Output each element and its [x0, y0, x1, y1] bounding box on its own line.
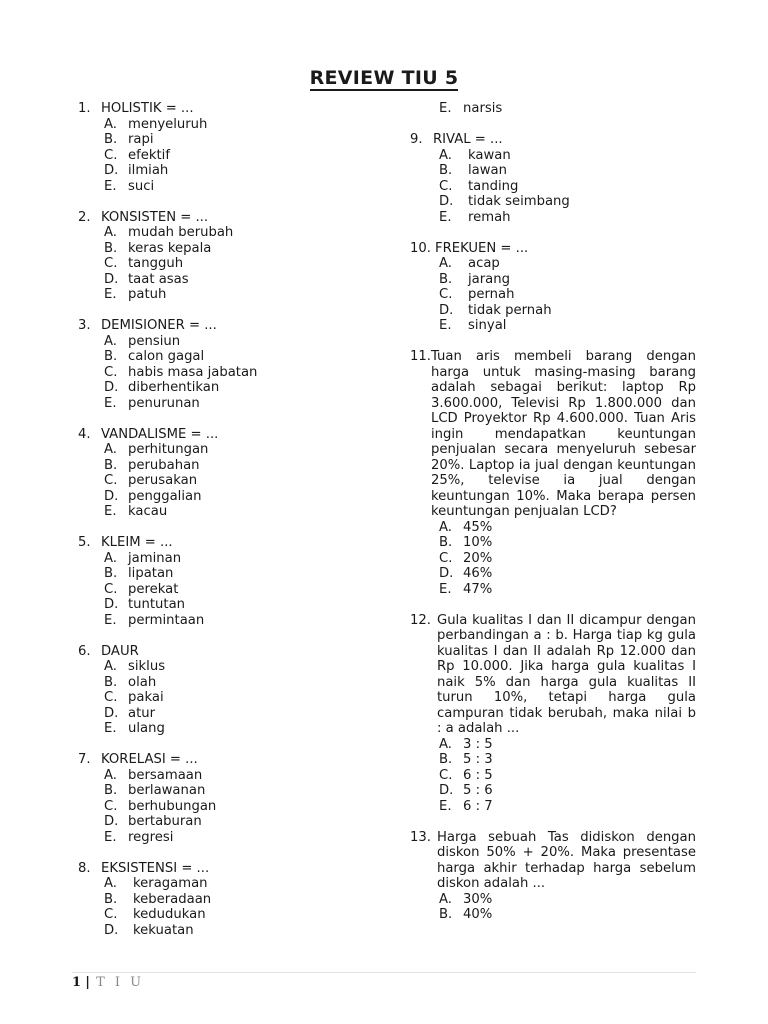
option-item	[78, 830, 378, 846]
option-letter: B.	[439, 535, 453, 550]
title-text: REVIEW TIU 5	[309, 67, 459, 89]
option-item	[78, 272, 378, 288]
question-10	[410, 241, 696, 334]
question-stem	[78, 644, 378, 660]
option-letter: E.	[104, 721, 117, 736]
option-item	[410, 163, 696, 179]
option-letter: D.	[104, 271, 119, 287]
option-item	[410, 520, 696, 536]
option-item	[78, 876, 378, 892]
option-text: jaminan	[128, 550, 182, 566]
question-stem	[410, 132, 696, 148]
question-8-continued	[410, 101, 696, 117]
question-text: VANDALISME = ...	[101, 426, 219, 442]
option-text: tidak seimbang	[468, 194, 570, 209]
option-text: 3 : 5	[463, 736, 493, 752]
question-number: 12.	[410, 612, 431, 628]
option-letter: C.	[104, 798, 118, 814]
option-text: tangguh	[128, 256, 184, 271]
option-letter: B.	[439, 752, 453, 767]
option-letter: A.	[104, 116, 117, 132]
option-letter: C.	[104, 473, 118, 488]
option-item	[410, 551, 696, 567]
option-letter: A.	[104, 550, 117, 566]
option-text: berlawanan	[128, 783, 206, 798]
option-item	[78, 690, 378, 706]
page-number: 1	[72, 975, 82, 990]
option-text: 45%	[463, 519, 493, 535]
option-text: 20%	[463, 550, 493, 566]
option-item	[410, 799, 696, 815]
option-text: keberadaan	[133, 891, 212, 907]
option-letter: A.	[439, 736, 452, 752]
option-item	[78, 365, 378, 381]
question-number: 5.	[78, 535, 91, 550]
question-number: 1.	[78, 101, 91, 116]
option-item	[78, 659, 378, 675]
option-letter: A.	[439, 891, 452, 907]
question-text: DAUR	[101, 643, 139, 659]
question-text: Tuan aris membeli barang dengan harga untuk masing-masing barang adalah sebagai berikut: laptop Rp 3.600.000, Televisi Rp 1.800.000 dan LCD Proyektor Rp 4.600.000. Tuan Aris ingin mendapatkan keuntungan penjualan secara menyeluruh sebesar 20%. Laptop ia jual dengan keuntungan 25%, televise ia jual dengan keuntungan 10%. Maka berapa persen keuntungan penjualan LCD?	[430, 349, 696, 519]
option-letter: B.	[104, 891, 118, 907]
option-letter: B.	[104, 674, 118, 690]
option-letter: C.	[104, 690, 118, 705]
option-item	[78, 923, 378, 939]
option-item	[410, 287, 696, 303]
option-text: olah	[128, 674, 157, 690]
options-list	[410, 737, 696, 815]
option-item	[78, 613, 378, 629]
footer-divider	[72, 972, 696, 973]
left-column	[78, 101, 378, 954]
question-text: KORELASI = ...	[101, 752, 198, 767]
option-letter: E.	[439, 209, 452, 225]
option-letter: D.	[439, 566, 454, 581]
option-text: kedudukan	[133, 907, 206, 922]
option-text: 6 : 7	[463, 798, 493, 814]
option-item	[410, 768, 696, 784]
option-item	[78, 287, 378, 303]
option-text: 46%	[463, 566, 493, 581]
option-item	[78, 721, 378, 737]
option-letter: C.	[104, 256, 118, 271]
option-letter: B.	[104, 240, 118, 256]
option-letter: A.	[104, 225, 117, 240]
option-item	[78, 597, 378, 613]
option-item	[78, 442, 378, 458]
option-text: kawan	[468, 147, 511, 163]
option-letter: E.	[439, 318, 452, 333]
option-item	[410, 892, 696, 908]
option-text: bersamaan	[128, 767, 203, 783]
option-text: habis masa jabatan	[128, 364, 258, 380]
option-text: lipatan	[128, 566, 174, 581]
options-list	[410, 256, 696, 334]
footer-label: T I U	[96, 975, 145, 990]
option-text: perusakan	[128, 473, 198, 488]
option-item	[78, 489, 378, 505]
question-stem	[78, 752, 378, 768]
option-item	[78, 163, 378, 179]
option-letter: E.	[439, 581, 452, 597]
right-column	[410, 101, 696, 938]
option-item	[410, 783, 696, 799]
option-text: narsis	[463, 101, 503, 116]
option-item	[78, 225, 378, 241]
question-7	[78, 752, 378, 845]
option-letter: A.	[439, 147, 452, 163]
question-5	[78, 535, 378, 628]
option-item	[410, 907, 696, 923]
options-list	[78, 117, 378, 195]
question-stem	[410, 830, 696, 892]
options-list	[410, 148, 696, 226]
option-letter: B.	[439, 271, 453, 287]
question-number: 4.	[78, 426, 91, 442]
option-text: bertaburan	[128, 814, 202, 829]
option-letter: C.	[104, 581, 118, 597]
option-text: pernah	[468, 287, 515, 302]
question-number: 9.	[410, 132, 423, 147]
options-list	[78, 334, 378, 412]
option-letter: E.	[439, 101, 452, 116]
options-list	[78, 551, 378, 629]
page-footer	[72, 975, 144, 990]
question-stem	[78, 861, 378, 877]
question-9	[410, 132, 696, 225]
question-number: 10.	[410, 240, 431, 256]
option-letter: C.	[104, 364, 118, 380]
option-item	[78, 582, 378, 598]
option-item	[78, 504, 378, 520]
option-letter: A.	[439, 256, 452, 271]
option-item	[410, 148, 696, 164]
option-text: tanding	[468, 178, 519, 194]
option-text: menyeluruh	[128, 116, 208, 132]
option-item	[410, 318, 696, 334]
option-letter: B.	[104, 349, 118, 364]
option-item	[78, 256, 378, 272]
option-item	[410, 179, 696, 195]
option-text: 40%	[463, 907, 493, 922]
option-text: kacau	[128, 504, 168, 519]
option-item	[410, 566, 696, 582]
option-text: 30%	[463, 891, 493, 907]
question-number: 6.	[78, 643, 91, 659]
option-letter: A.	[104, 876, 117, 891]
option-text: tidak pernah	[468, 302, 552, 318]
question-text: Gula kualitas I dan II dicampur dengan perbandingan a : b. Harga tiap kg gula kualitas I dan II adalah Rp 12.000 dan Rp 10.000. Jika harga gula kualitas I naik 5% dan harga gula kualitas II turun 10%, tetapi harga gula campuran tidak berubah, maka nilai b : a adalah ...	[436, 612, 696, 736]
option-text: sinyal	[468, 318, 507, 333]
option-letter: C.	[439, 178, 453, 194]
option-letter: C.	[439, 767, 453, 783]
option-letter: C.	[439, 550, 453, 566]
option-letter: D.	[104, 922, 119, 938]
option-item	[410, 210, 696, 226]
option-letter: E.	[104, 287, 117, 302]
option-letter: C.	[439, 287, 453, 302]
question-11	[410, 349, 696, 597]
option-item	[78, 907, 378, 923]
option-item	[78, 814, 378, 830]
option-letter: D.	[104, 597, 119, 612]
option-item	[410, 535, 696, 551]
option-item	[78, 458, 378, 474]
question-text: FREKUEN = ...	[434, 240, 529, 256]
question-text: KONSISTEN = ...	[101, 209, 209, 225]
question-number: 3.	[78, 318, 91, 333]
option-item	[78, 706, 378, 722]
question-number: 2.	[78, 209, 91, 225]
option-text: berhubungan	[128, 798, 217, 814]
question-text: RIVAL = ...	[433, 132, 503, 147]
option-item	[410, 737, 696, 753]
option-letter: D.	[439, 783, 454, 798]
option-letter: E.	[439, 798, 452, 814]
option-letter: D.	[104, 380, 119, 395]
question-text: EKSISTENSI = ...	[101, 860, 210, 876]
option-letter: E.	[104, 395, 117, 411]
question-13	[410, 830, 696, 923]
option-text: pakai	[128, 690, 164, 705]
option-text: perubahan	[128, 457, 200, 473]
question-text: KLEIM = ...	[101, 535, 173, 550]
option-item	[78, 396, 378, 412]
option-text: ulang	[128, 721, 165, 736]
option-text: 47%	[463, 581, 493, 597]
question-2	[78, 210, 378, 303]
option-item	[78, 783, 378, 799]
option-text: 6 : 5	[463, 767, 493, 783]
option-letter: D.	[104, 163, 119, 178]
question-stem	[410, 613, 696, 737]
question-number: 13.	[410, 829, 431, 845]
option-text: perhitungan	[128, 442, 209, 457]
option-text: diberhentikan	[128, 380, 220, 395]
option-text: jarang	[468, 271, 510, 287]
option-text: keragaman	[133, 876, 208, 891]
option-text: pensiun	[128, 333, 181, 349]
option-letter: E.	[104, 612, 117, 628]
question-12	[410, 613, 696, 815]
option-letter: C.	[104, 147, 118, 163]
option-letter: E.	[104, 504, 117, 519]
option-text: siklus	[128, 659, 166, 674]
question-text: Harga sebuah Tas didiskon dengan diskon 50% + 20%. Maka presentase harga akhir terhadap harga sebelum diskon adalah ...	[436, 829, 696, 891]
option-text: remah	[468, 209, 511, 225]
option-item	[78, 349, 378, 365]
option-item	[410, 303, 696, 319]
option-text: patuh	[128, 287, 167, 302]
option-letter: D.	[104, 488, 119, 504]
option-letter: C.	[104, 907, 118, 922]
option-item	[78, 241, 378, 257]
option-letter: B.	[104, 783, 118, 798]
question-number: 8.	[78, 860, 91, 876]
option-text: penggalian	[128, 488, 202, 504]
options-list	[78, 659, 378, 737]
option-item	[78, 566, 378, 582]
option-item	[410, 101, 696, 117]
option-letter: D.	[104, 705, 119, 721]
option-text: kekuatan	[133, 922, 194, 938]
option-text: ilmiah	[128, 163, 169, 178]
option-text: penurunan	[128, 395, 200, 411]
option-item	[78, 799, 378, 815]
option-item	[78, 675, 378, 691]
question-text: HOLISTIK = ...	[101, 101, 194, 116]
option-letter: E.	[104, 829, 117, 845]
question-stem	[410, 349, 696, 520]
option-text: permintaan	[128, 612, 205, 628]
option-item	[410, 752, 696, 768]
option-letter: A.	[104, 442, 117, 457]
question-stem	[410, 241, 696, 257]
option-text: 5 : 3	[463, 752, 493, 767]
question-number: 7.	[78, 752, 91, 767]
option-item	[78, 148, 378, 164]
options-list	[410, 520, 696, 598]
option-text: efektif	[128, 147, 170, 163]
option-item	[78, 132, 378, 148]
option-item	[78, 334, 378, 350]
option-text: perekat	[128, 581, 179, 597]
option-item	[78, 768, 378, 784]
option-text: calon gagal	[128, 349, 205, 364]
option-letter: B.	[439, 163, 453, 178]
option-text: rapi	[128, 132, 154, 147]
option-item	[410, 272, 696, 288]
option-text: taat asas	[128, 271, 189, 287]
option-letter: D.	[439, 194, 454, 209]
options-list	[78, 225, 378, 303]
options-list	[78, 442, 378, 520]
question-6	[78, 644, 378, 737]
option-item	[78, 179, 378, 195]
options-list	[410, 892, 696, 923]
option-item	[410, 194, 696, 210]
question-8	[78, 861, 378, 939]
option-letter: B.	[104, 566, 118, 581]
option-letter: A.	[104, 659, 117, 674]
option-item	[410, 582, 696, 598]
option-letter: E.	[104, 178, 117, 194]
question-number: 11.	[410, 349, 431, 364]
option-item	[78, 892, 378, 908]
option-letter: A.	[104, 767, 117, 783]
option-letter: D.	[439, 302, 454, 318]
option-text: tuntutan	[128, 597, 186, 612]
question-stem	[78, 535, 378, 551]
option-text: acap	[468, 256, 500, 271]
option-item	[78, 551, 378, 567]
options-list	[78, 768, 378, 846]
question-4	[78, 427, 378, 520]
option-item	[78, 117, 378, 133]
page-title	[0, 67, 768, 89]
option-text: 10%	[463, 535, 493, 550]
option-text: lawan	[468, 163, 507, 178]
question-stem	[78, 210, 378, 226]
question-stem	[78, 101, 378, 117]
question-1	[78, 101, 378, 194]
question-text: DEMISIONER = ...	[101, 318, 217, 333]
option-item	[410, 256, 696, 272]
question-stem	[78, 427, 378, 443]
options-list	[78, 876, 378, 938]
option-text: regresi	[128, 829, 174, 845]
option-letter: B.	[104, 132, 118, 147]
option-letter: B.	[439, 907, 453, 922]
option-text: 5 : 6	[463, 783, 493, 798]
option-text: atur	[128, 705, 156, 721]
question-3	[78, 318, 378, 411]
option-text: mudah berubah	[128, 225, 234, 240]
footer-separator: |	[85, 975, 90, 990]
option-item	[78, 473, 378, 489]
option-letter: B.	[104, 457, 118, 473]
option-letter: D.	[104, 814, 119, 829]
question-stem	[78, 318, 378, 334]
option-text: suci	[128, 178, 155, 194]
option-item	[78, 380, 378, 396]
option-letter: A.	[439, 519, 452, 535]
option-letter: A.	[104, 333, 117, 349]
option-text: keras kepala	[128, 240, 212, 256]
